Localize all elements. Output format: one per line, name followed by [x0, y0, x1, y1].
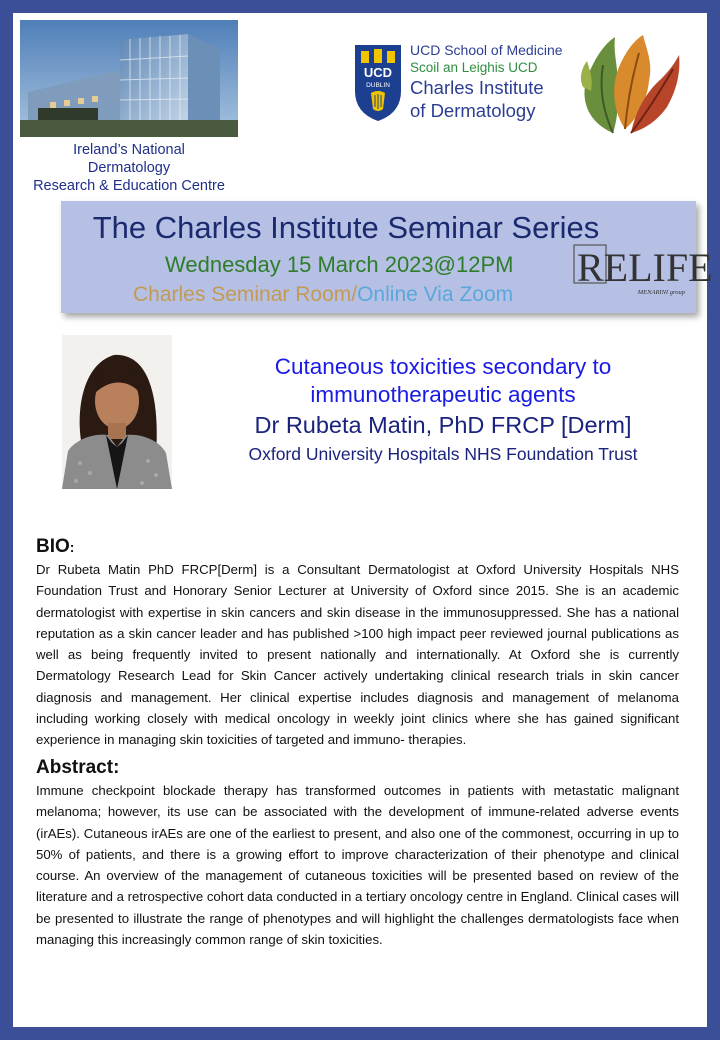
bio-text: Dr Rubeta Matin PhD FRCP[Derm] is a Consultant Dermatologist at Oxford University Hospitals NHS Foundation Trust and Honorary Senior Lecturer at University of Oxford since 2015. She is an academic dermatologist with expertise in skin cancers and skin disease in the immunosuppressed. She has a national reputation as a skin cancer leader and has published >100 high impact peer reviewed journal publications as well as being frequently invited to present nationally and internationally. At Oxford she is currently Dermatology Research Lead for Skin Cancer actively undertaking clinical research trials in skin cancer diagnosis and management. Her clinical expertise includes diagnosis and management of melanoma including working closely with medical oncology in weekly joint clinics where she has gained significant experience in managing skin toxicities of targeted and immuno- therapies.	[36, 562, 679, 748]
poster	[13, 13, 713, 1027]
ucd-institute-name: UCD School of Medicine Scoil an Leighis UCD Charles Institute of Dermatology	[410, 42, 563, 121]
bio-heading: BIO:	[36, 536, 75, 557]
oak-leaves-logo	[573, 29, 683, 141]
bio-section	[36, 535, 679, 751]
svg-text:UCD: UCD	[363, 65, 393, 80]
svg-text:RELIFE: RELIFE	[577, 245, 713, 290]
building-photo	[20, 20, 238, 137]
talk-title-line-1: Cutaneous toxicities secondary to	[274, 354, 612, 379]
seminar-banner	[61, 201, 713, 313]
abstract-text: Immune checkpoint blockade therapy has transformed outcomes in patients with metastatic malignant melanoma; however, its use can be associated with the development of immune-related adverse events (irAEs). Cutaneous irAEs are one of the earliest to present, and also one of the commonest, occurring in up to 50% of patients, and there is a growing effort to improve characterization of their phenotype and clinical course. An overview of the management of cutaneous toxicities will be presented based on review of the literature and a retrospective cohort data conducted in a tertiary oncology centre in England. Clinical cases will be presented to illustrate the range of phenotypes and will highlight the challenges dermatologists face when managing this increasingly common range of skin toxicities.	[36, 783, 679, 948]
speaker-name: Dr Rubeta Matin, PhD FRCP [Derm]	[254, 412, 632, 438]
speaker-portrait	[62, 335, 172, 489]
talk-details	[203, 353, 683, 466]
svg-text:MENARINI group: MENARINI group	[637, 289, 685, 296]
seminar-venue: Charles Seminar Room/Online Via Zoom	[133, 283, 514, 306]
ucd-crest-logo	[353, 43, 403, 123]
abstract-heading: Abstract:	[36, 757, 120, 778]
speaker-affiliation: Oxford University Hospitals NHS Foundation Trust	[248, 444, 638, 464]
building-caption: Ireland’s National Dermatology Research & Education Centre	[33, 142, 225, 194]
relife-sponsor-logo	[573, 241, 713, 297]
series-title: The Charles Institute Seminar Series	[92, 210, 600, 245]
abstract-section	[36, 756, 679, 950]
talk-title-line-2: immunotherapeutic agents	[310, 382, 576, 407]
seminar-date: Wednesday 15 March 2023@12PM	[165, 252, 514, 277]
svg-text:DUBLIN: DUBLIN	[366, 82, 390, 89]
